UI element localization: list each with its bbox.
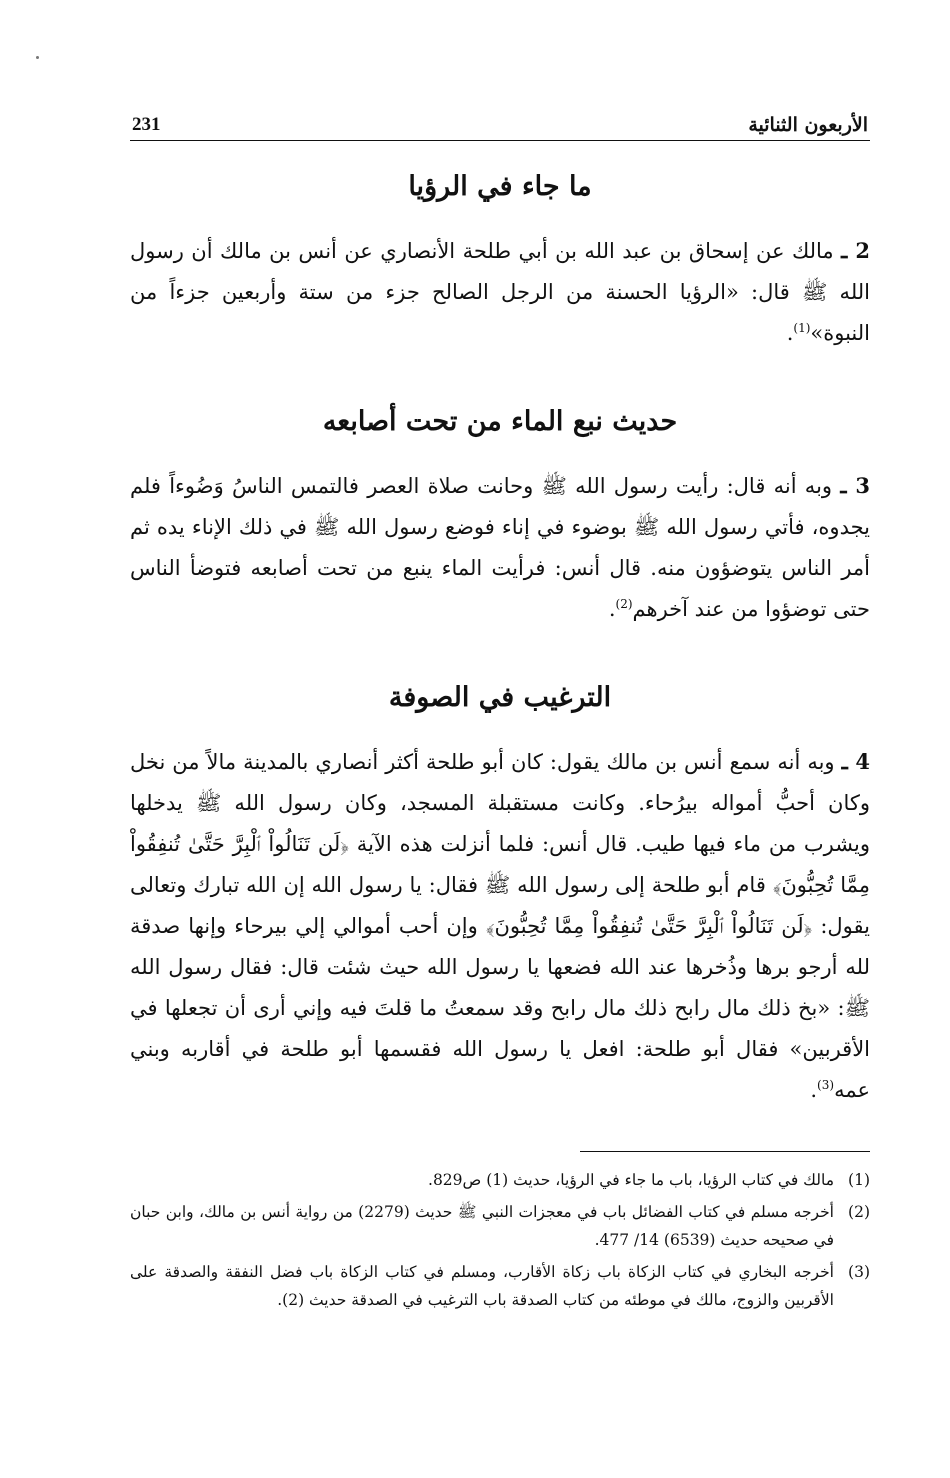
scan-speck: [36, 56, 39, 59]
footnote: [130, 1166, 870, 1194]
section-title: حديث نبع الماء من تحت أصابعه: [322, 406, 678, 437]
section-title: ما جاء في الرؤيا: [408, 171, 592, 202]
book-page: [130, 100, 870, 1440]
hadith-text: وبه أنه سمع أنس بن مالك يقول: كان أبو طلحة أكثر أنصاري بالمدينة مالاً من نخل وكان أحبُّ أمواله بيرُحاء. وكانت مستقبلة المسجد، وكان رسول الله ﷺ يدخلها ويشرب من ماء فيها طيب. قال أنس: فلما أنزلت هذه الآية ﴿لَن تَنَالُواْ ٱلْبِرَّ حَتَّىٰ تُنفِقُواْ مِمَّا تُحِبُّونَ﴾ قام أبو طلحة إلى رسول الله ﷺ فقال: يا رسول الله إن الله تبارك وتعالى يقول: ﴿لَن تَنَالُواْ ٱلْبِرَّ حَتَّىٰ تُنفِقُواْ مِمَّا تُحِبُّونَ﴾ وإن أحب أموالي إلي بيرحاء وإنها صدقة لله أرجو برها وذُخرها عند الله فضعها يا رسول الله حيث شئت قال: فقال رسول الله ﷺ: «بخ ذلك مال رابح ذلك مال رابح وقد سمعتُ ما قلتَ فيه وإني أرى أن تجعلها في الأقربين» فقال أبو طلحة: افعل يا رسول الله فقسمها أبو طلحة في أقاربه وبني عمه: [130, 750, 870, 1102]
page-number: 231: [132, 114, 161, 135]
footnote-divider: [580, 1151, 870, 1152]
footnotes: [130, 1166, 870, 1314]
hadith-paragraph: [130, 230, 870, 354]
footnote-ref: (3): [817, 1078, 835, 1092]
sentence-end: .: [608, 597, 616, 621]
hadith-paragraph: [130, 465, 870, 630]
sentence-end: .: [786, 321, 794, 345]
footnote-ref: (2): [615, 597, 633, 611]
hadith-text: وبه أنه قال: رأيت رسول الله ﷺ وحانت صلاة العصر فالتمس الناسُ وَضُوءاً فلم يجدوه، فأتي رسول الله ﷺ بوضوء في إناء فوضع رسول الله ﷺ في ذلك الإناء يده ثم أمر الناس يتوضؤون منه. قال أنس: فرأيت الماء ينبع من تحت أصابعه فتوضأ الناس حتى توضؤوا من عند آخرهم: [130, 474, 870, 621]
footnote: [130, 1258, 870, 1314]
hadith-paragraph: [130, 741, 870, 1111]
footnote-text: أخرجه مسلم في كتاب الفضائل باب في معجزات النبي ﷺ حديث (2279) من رواية أنس بن مالك، وابن حبان في صحيحه حديث (6539) 14/ 477.: [130, 1203, 834, 1249]
footnote-ref: (1): [793, 321, 811, 335]
hadith-number: 3 ـ: [840, 473, 870, 498]
hadith-number: 2 ـ: [841, 238, 870, 263]
footnote-mark: (3): [848, 1263, 870, 1281]
footnote-text: مالك في كتاب الرؤيا، باب ما جاء في الرؤيا، حديث (1) ص829.: [428, 1171, 834, 1189]
hadith-number: 4 ـ: [841, 749, 870, 774]
page-header: [130, 100, 870, 141]
footnote-text: أخرجه البخاري في كتاب الزكاة باب زكاة الأقارب، ومسلم في كتاب الزكاة باب فضل النفقة والصدقة على الأقربين والزوج، مالك في موطئه من كتاب الصدقة باب الترغيب في الصدقة حديث (2).: [130, 1263, 834, 1309]
footnote: [130, 1198, 870, 1254]
sentence-end: .: [810, 1078, 818, 1102]
running-title: الأربعون الثنائية: [748, 114, 868, 136]
hadith-text: مالك عن إسحاق بن عبد الله بن أبي طلحة الأنصاري عن أنس بن مالك أن رسول الله ﷺ قال: «الرؤيا الحسنة من الرجل الصالح جزء من ستة وأربعين جزءاً من النبوة»: [130, 239, 870, 345]
footnote-mark: (2): [848, 1203, 870, 1221]
section-title: الترغيب في الصوفة: [388, 682, 612, 713]
footnote-mark: (1): [848, 1171, 870, 1189]
